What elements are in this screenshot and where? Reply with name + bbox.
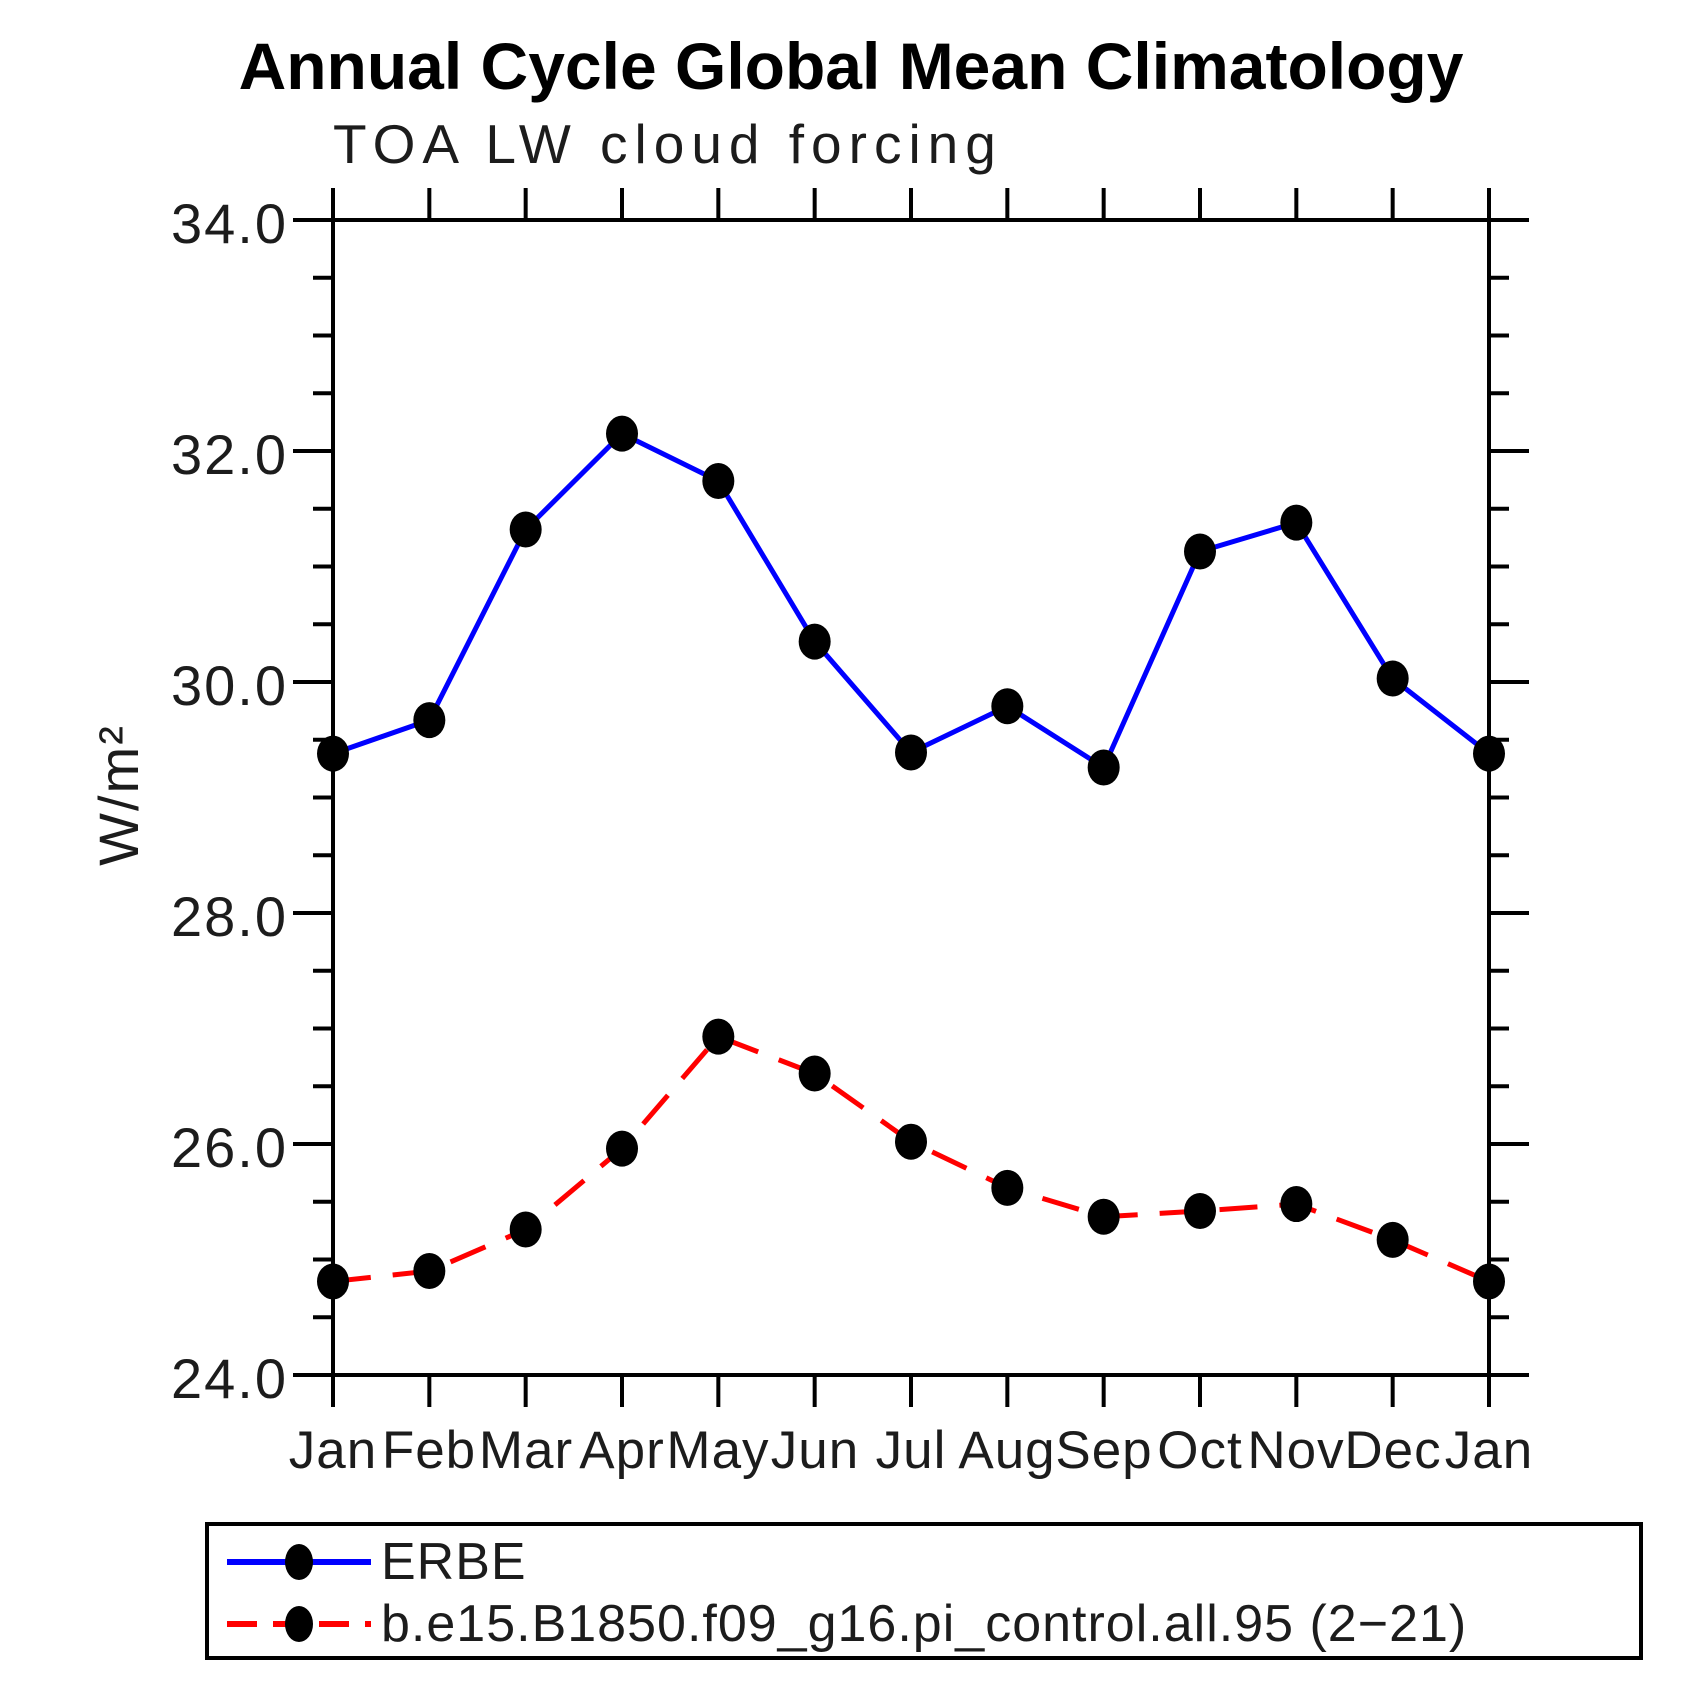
data-point-marker <box>991 1170 1023 1206</box>
page-title: Annual Cycle Global Mean Climatology <box>238 29 1464 103</box>
data-point-marker <box>991 688 1023 724</box>
data-point-marker <box>413 1253 445 1289</box>
data-point-marker <box>1473 1263 1505 1299</box>
data-point-marker <box>1088 1199 1120 1235</box>
legend-label: ERBE <box>381 1533 527 1591</box>
x-tick-label: Feb <box>381 1421 477 1480</box>
data-point-marker <box>1280 505 1312 541</box>
x-tick-label: Dec <box>1344 1421 1442 1480</box>
y-tick-label: 24.0 <box>171 1347 288 1410</box>
x-tick-label: Oct <box>1157 1421 1243 1480</box>
data-point-marker <box>510 512 542 548</box>
y-tick-label: 30.0 <box>171 654 288 717</box>
plot-frame <box>333 220 1489 1375</box>
data-point-marker <box>702 1019 734 1055</box>
legend-entry-erbe <box>223 1532 527 1592</box>
y-tick-label: 28.0 <box>171 885 288 948</box>
data-point-marker <box>1280 1186 1312 1222</box>
x-tick-label: Jan <box>288 1421 378 1480</box>
x-tick-label: Sep <box>1055 1421 1153 1480</box>
legend-entry-model <box>223 1594 1467 1654</box>
data-point-marker <box>1184 1193 1216 1229</box>
data-point-marker <box>1473 736 1505 772</box>
series-line-erbe <box>333 434 1489 768</box>
x-tick-label: Aug <box>958 1421 1056 1480</box>
data-point-marker <box>317 736 349 772</box>
data-point-marker <box>1377 1222 1409 1258</box>
data-point-marker <box>895 734 927 770</box>
data-point-marker <box>1088 749 1120 785</box>
x-tick-label: Nov <box>1247 1421 1345 1480</box>
data-point-marker <box>413 702 445 738</box>
legend-label: b.e15.B1850.f09_g16.pi_control.all.95 (2−21) <box>381 1595 1468 1653</box>
data-point-marker <box>799 624 831 660</box>
x-tick-label: Mar <box>478 1421 574 1480</box>
data-point-marker <box>799 1056 831 1092</box>
legend-marker-dot <box>285 1606 313 1642</box>
data-point-marker <box>1377 661 1409 697</box>
data-point-marker <box>606 1131 638 1167</box>
data-point-marker <box>510 1211 542 1247</box>
x-tick-label: Apr <box>579 1421 665 1480</box>
y-axis-title: W/m² <box>86 724 150 866</box>
data-point-marker <box>1184 533 1216 569</box>
x-tick-label: May <box>666 1421 770 1480</box>
data-point-marker <box>606 416 638 452</box>
x-tick-label: Jun <box>770 1421 860 1480</box>
legend-line-sample-solid <box>223 1540 375 1584</box>
x-tick-label: Jul <box>875 1421 947 1480</box>
plot-subtitle: TOA LW cloud forcing <box>333 113 1003 175</box>
data-point-marker <box>895 1124 927 1160</box>
legend-marker-dot <box>285 1544 313 1580</box>
data-point-marker <box>702 463 734 499</box>
data-point-marker <box>317 1263 349 1299</box>
legend-line-sample-dashed <box>223 1602 375 1646</box>
y-tick-label: 34.0 <box>171 192 288 255</box>
x-tick-label: Jan <box>1444 1421 1534 1480</box>
legend <box>205 1522 1643 1660</box>
y-tick-label: 32.0 <box>171 423 288 486</box>
y-tick-label: 26.0 <box>171 1116 288 1179</box>
